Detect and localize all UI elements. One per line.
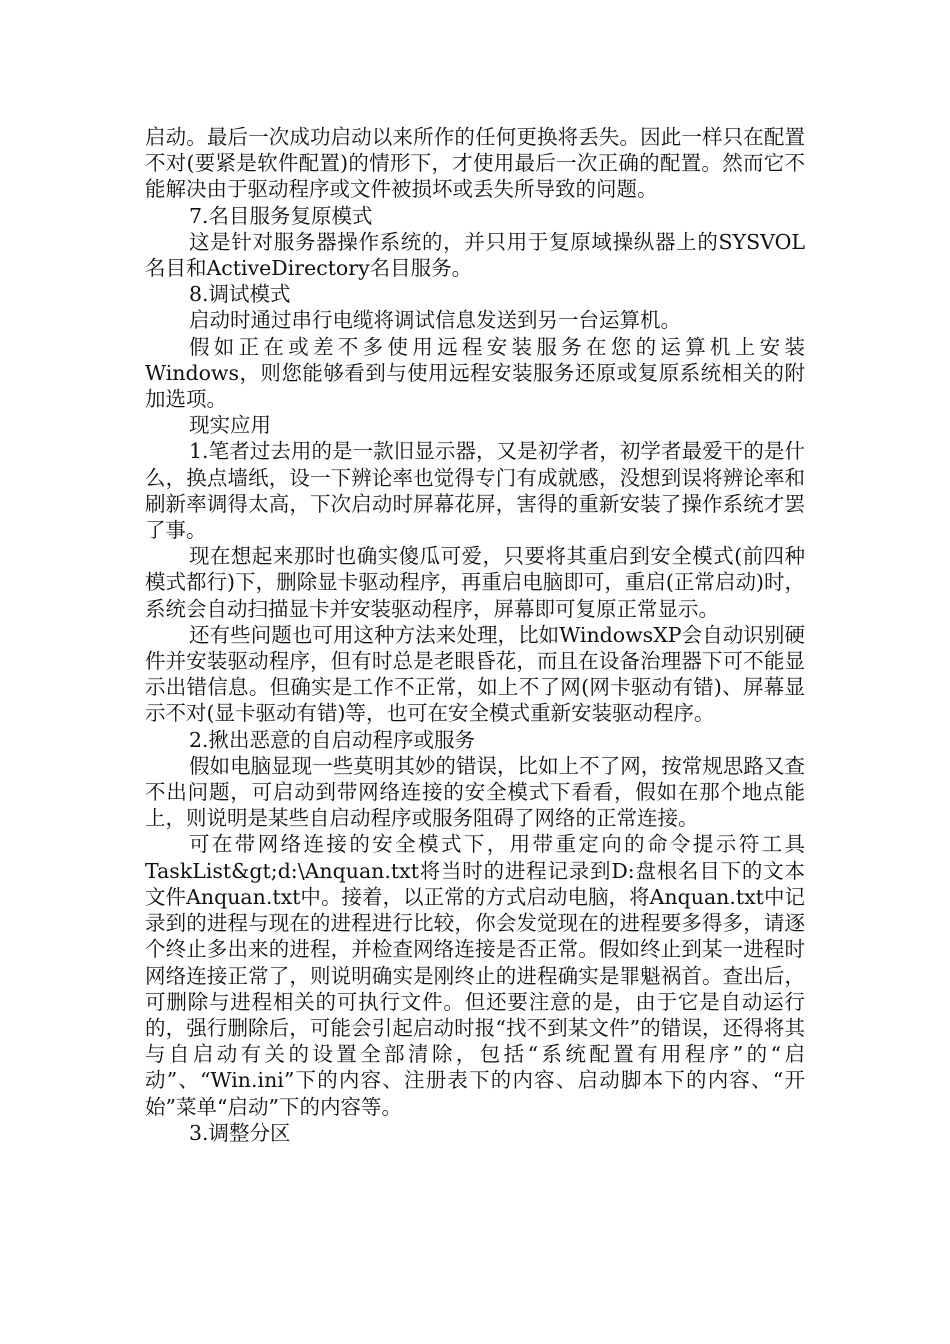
paragraph-network-errors: 假如电脑显现一些莫明其妙的错误，比如上不了网，按常规思路又查不出问题，可启动到带网络连接的安全模式下看看，假如在那个地点能上，则说明是某些自启动程序或服务阻碍了网络的正常连接。 [145, 753, 805, 831]
paragraph-debug-mode: 启动时通过串行电缆将调试信息发送到另一台运算机。 [189, 308, 681, 333]
paragraph-remote-install: 假如正在或差不多使用远程安装服务在您的运算机上安装Windows，则您能够看到与使用远程安装服务还原或复原系统相关的附加选项。 [145, 334, 805, 412]
paragraph-safe-mode-fix: 现在想起来那时也确实傻瓜可爱，只要将其重启到安全模式(前四种模式都行)下，删除显卡驱动程序，再重启电脑即可，重启(正常启动)时，系统会自动扫描显卡并安装驱动程序，屏幕即可复原正常显示。 [145, 544, 805, 621]
paragraph-directory-restore: 这是针对服务器操作系统的，并只用于复原域操纵器上的SYSVOL名目和ActiveDirectory名目服务。 [145, 229, 805, 281]
paragraph-other-problems: 还有些问题也可用这种方法来处理，比如WindowsXP会自动识别硬件并安装驱动程序，但有时总是老眼昏花，而且在设备治理器下可不能显示出错信息。但确实是工作不正常，如上不了网(网卡驱动有错)、屏幕显示不对(显卡驱动有错)等，也可在安全模式重新安装驱动程序。 [145, 622, 805, 726]
heading-real-application: 现实应用 [189, 413, 271, 438]
paragraph-continuation: 启动。最后一次成功启动以来所作的任何更换将丢失。因此一样只在配置不对(要紧是软件配置)的情形下，才使用最后一次正确的配置。然而它不能解决由于驱动程序或文件被损坏或丢失所导致的问题。 [145, 125, 805, 202]
heading-malicious-startup: 2.揪出恶意的自启动程序或服务 [189, 727, 476, 752]
paragraph-tasklist: 可在带网络连接的安全模式下，用带重定向的命令提示符工具TaskList&gt;d:\Anquan.txt将当时的进程记录到D:盘根名目下的文本文件Anquan.txt中。接着，以正常的方式启动电脑，将Anquan.txt中记录到的进程与现在的进程进行比较，你会发觉现在的进程要多得多，请逐个终止多出来的进程，并检查网络连接是否正常。假如终止到某一进程时网络连接正常了，则说明确实是刚终止的进程确实是罪魁祸首。查出后，可删除与进程相关的可执行文件。但还要注意的是，由于它是自动运行的，强行删除后，可能会引起启动时报“找不到某文件”的错误，还得将其与自启动有关的设置全部清除，包括“系统配置有用程序”的“启动”、“Win.ini”下的内容、注册表下的内容、启动脚本下的内容、“开始”菜单“启动”下的内容等。 [145, 832, 805, 1119]
heading-adjust-partition: 3.调整分区 [189, 1120, 291, 1145]
heading-debug-mode: 8.调试模式 [189, 282, 291, 307]
heading-directory-restore-mode: 7.名目服务复原模式 [189, 203, 373, 228]
document-body [145, 124, 805, 1146]
paragraph-old-monitor: 1.笔者过去用的是一款旧显示器，又是初学者，初学者最爱干的是什么，换点墙纸，设一下辨论率也觉得专门有成就感，没想到误将辨论率和刷新率调得太高，下次启动时屏幕花屏，害得的重新安装了操作系统才罢了事。 [145, 439, 805, 543]
